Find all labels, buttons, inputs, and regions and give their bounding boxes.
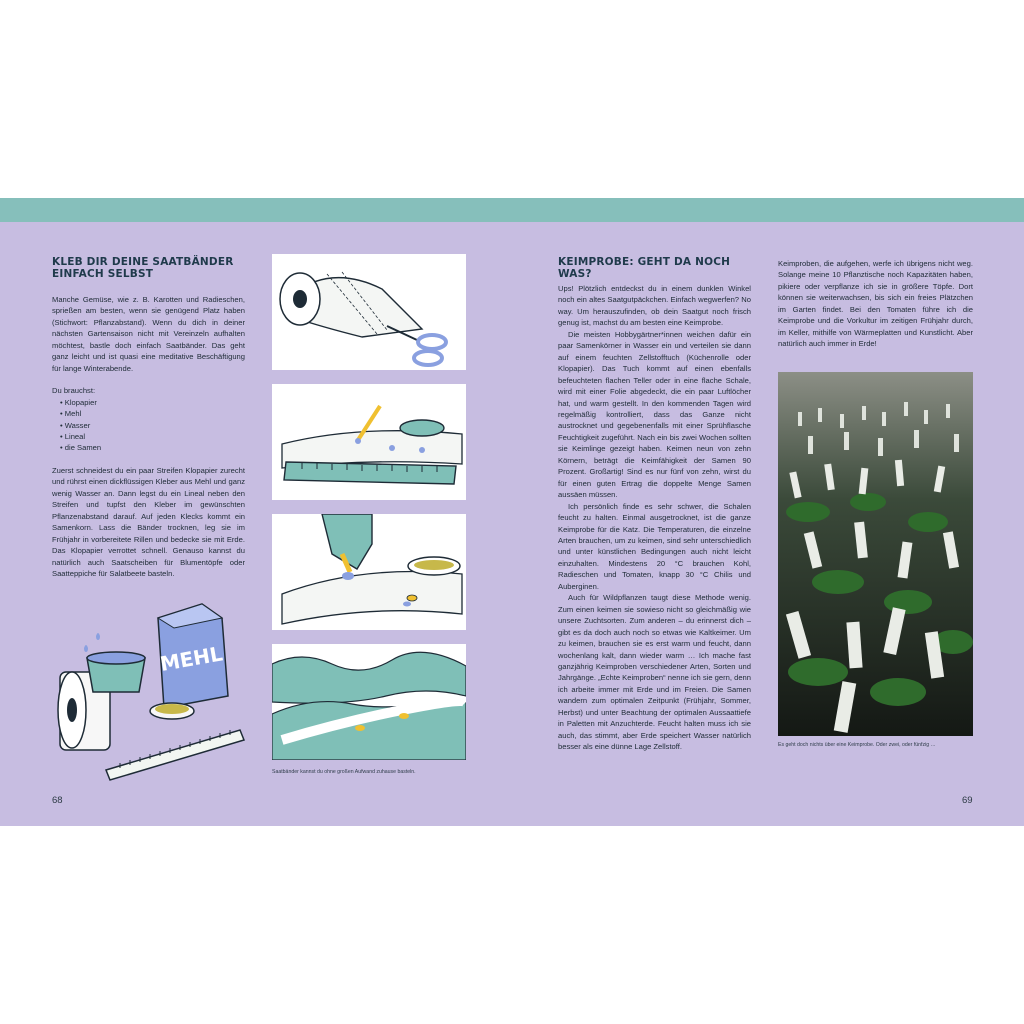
- left-heading: KLEB DIR DEINE SAATBÄNDER EINFACH SELBST: [52, 256, 234, 280]
- needs-item: • Mehl: [60, 408, 245, 419]
- needs-item: • Klopapier: [60, 397, 245, 408]
- illustration-panel-roll-scissors: [272, 254, 466, 370]
- needs-item: • die Samen: [60, 442, 245, 453]
- mehl-label: MEHL: [158, 641, 225, 677]
- ruler-glue-brush-icon: [272, 384, 466, 500]
- seedlings-photo: [778, 372, 973, 736]
- right-text-column: [558, 283, 751, 753]
- toilet-roll-scissors-icon: [272, 254, 466, 370]
- illustration-panel-soil: [272, 644, 466, 760]
- right-column-two: [778, 258, 973, 350]
- needs-label: Du brauchst:: [52, 386, 96, 396]
- needs-item: • Lineal: [60, 431, 245, 442]
- seedlings-photo-icon: [778, 372, 973, 736]
- needs-list: [52, 397, 245, 454]
- paragraph: Ups! Plötzlich entdeckst du in einem dunklen Winkel noch ein altes Saatgutpäckchen. Einfach wegwerfen? No way. Um herauszufinden, ob dein Saatgut noch frisch genug ist, machst du am besten eine Keimprobe.: [558, 284, 751, 328]
- top-color-band: [0, 198, 1024, 222]
- illustration-panel-ruler-glue: [272, 384, 466, 500]
- page-number-left: 68: [52, 795, 63, 806]
- paragraph: Keimproben, die aufgehen, werfe ich übrigens nicht weg. Solange meine 10 Pflanztische noch Kapazitäten haben, pikiere oder verpflanze ich sie in größere Töpfe. Dort können sie weiterwachsen, bis sich ein freies Plätzchen im Garten findet. Bei den Tomaten führe ich die Keimprobe und die Vorkultur im zeitigen Frühjahr durch, im Keller, mithilfe von Wärmeplatten und Kunstlicht. Aber natürlich auch immer in Erde!: [778, 259, 973, 349]
- illustration-panel-hand-seed: [272, 514, 466, 630]
- right-heading: KEIMPROBE: GEHT DA NOCH WAS?: [558, 256, 731, 280]
- intro-paragraph: Manche Gemüse, wie z. B. Karotten und Radieschen, sprießen am besten, wenn sie genügend Platz haben (Stichwort: Pflanzabstand). Wenn du dich in deiner nächsten Gartensaison nicht mit Vereinzeln aufhalten möchtest, bastle doch einfach Saatbänder. Das geht ganz leicht und ist quasi eine meditative Beschäftigung für lange Winterabende.: [52, 295, 245, 373]
- hand-seed-placing-icon: [272, 514, 466, 630]
- paragraph: Auch für Wildpflanzen taugt diese Methode wenig. Zum einen keimen sie sowieso nicht so gleichmäßig wie unsere Zuchtsorten. Zum anderen – du erinnerst dich – gibt es da doch auch noch so etwas wie Kaltkeimer. Um zu keimen, brauchen sie es erst warm und feucht, dann wochenlang kalt, dann wieder warm … Ich mache fast ganzjährig Keimproben verschiedener Arten, Sorten und Jahrgänge. „Echte Keimproben“ nenne ich sie gern, denn ich arbeite immer mit Erde und im Freien. Die Samen wandern zum optimalen Zeitpunkt (Frühjahr, Sommer, Herbst) und unter Beachtung der optimalen Aussaattiefe in Paletten mit Anzuchterde. Feucht halten muss ich sie auch, das stimmt, aber Erde speichert Wasser natürlich besser als eine dünne Lage Zellstoff.: [558, 593, 751, 752]
- supplies-icon: [50, 600, 250, 782]
- left-text-block: [52, 294, 245, 579]
- book-spread: [0, 198, 1024, 826]
- paragraph: Die meisten Hobbygärtner*innen weichen dafür ein paar Samenkörner in Wasser ein und verteilen sie dann auf einem feuchten Zellstofftuch (Küchenrolle oder Klopapier). Das Tuch kommt auf einen ebenfalls befeuchteten flachen Teller oder in eine flache Schale, wird mit einer Folie abgedeckt, die ein paar Luftlöcher hat, und warm gestellt. In den kommenden Tagen wird regelmäßig kontrolliert, dass das Ganze nicht austrocknet und gegebenenfalls mit einer Sprühflasche Feuchtigkeit zugeführt. Nach ein bis zwei Wochen sollten sie Keimlinge gezeigt haben. Keimen neun von zehn Körnern, beträgt die Keimfähigkeit der Samen 90 Prozent. Großartig! Sind es nur fünf von zehn, wirst du für einen guten Ertrag die doppelte Menge Samen aussäen müssen.: [558, 329, 751, 500]
- left-caption: Saatbänder kannst du ohne großen Aufwand zuhause basteln.: [272, 769, 416, 775]
- paragraph: Ich persönlich finde es sehr schwer, die Schalen feucht zu halten. Einmal ausgetrocknet, ist die ganze Keimprobe für die Katz. Die Temperaturen, die einzelne Arten brauchen, um zu keimen, sind sehr unterschiedlich und unter künstlichen Bedingungen auch nicht leicht einzuhalten. Mindestens 20 °C brauchen Kohl, Radieschen und Tomaten, knapp 30 °C Chilis und Auberginen.: [558, 501, 751, 591]
- page-number-right: 69: [962, 795, 973, 806]
- seed-tape-in-soil-icon: [272, 644, 466, 760]
- needs-item: • Wasser: [60, 420, 245, 431]
- instructions-paragraph: Zuerst schneidest du ein paar Streifen Klopapier zurecht und rührst einen dickflüssigen Kleber aus Mehl und ganz wenig Wasser an. Dann legst du ein Lineal neben den Streifen und tupfst den Kleber im gewünschten Pflanzenabstand darauf. Auf jeden Klecks kommt ein Samenkorn. Lass die Bänder trocknen, leg sie im Frühjahr in vorbereitete Rillen und bedecke sie mit Erde. Das Klopapier verrottet schnell. Genauso kannst du natürlich auch Saatscheiben für Blumentöpfe oder Saatteppiche für Salatbeete basteln.: [52, 465, 245, 578]
- photo-caption: Es geht doch nichts über eine Keimprobe. Oder zwei, oder fünfzig …: [778, 742, 936, 748]
- supplies-illustration: [50, 600, 250, 782]
